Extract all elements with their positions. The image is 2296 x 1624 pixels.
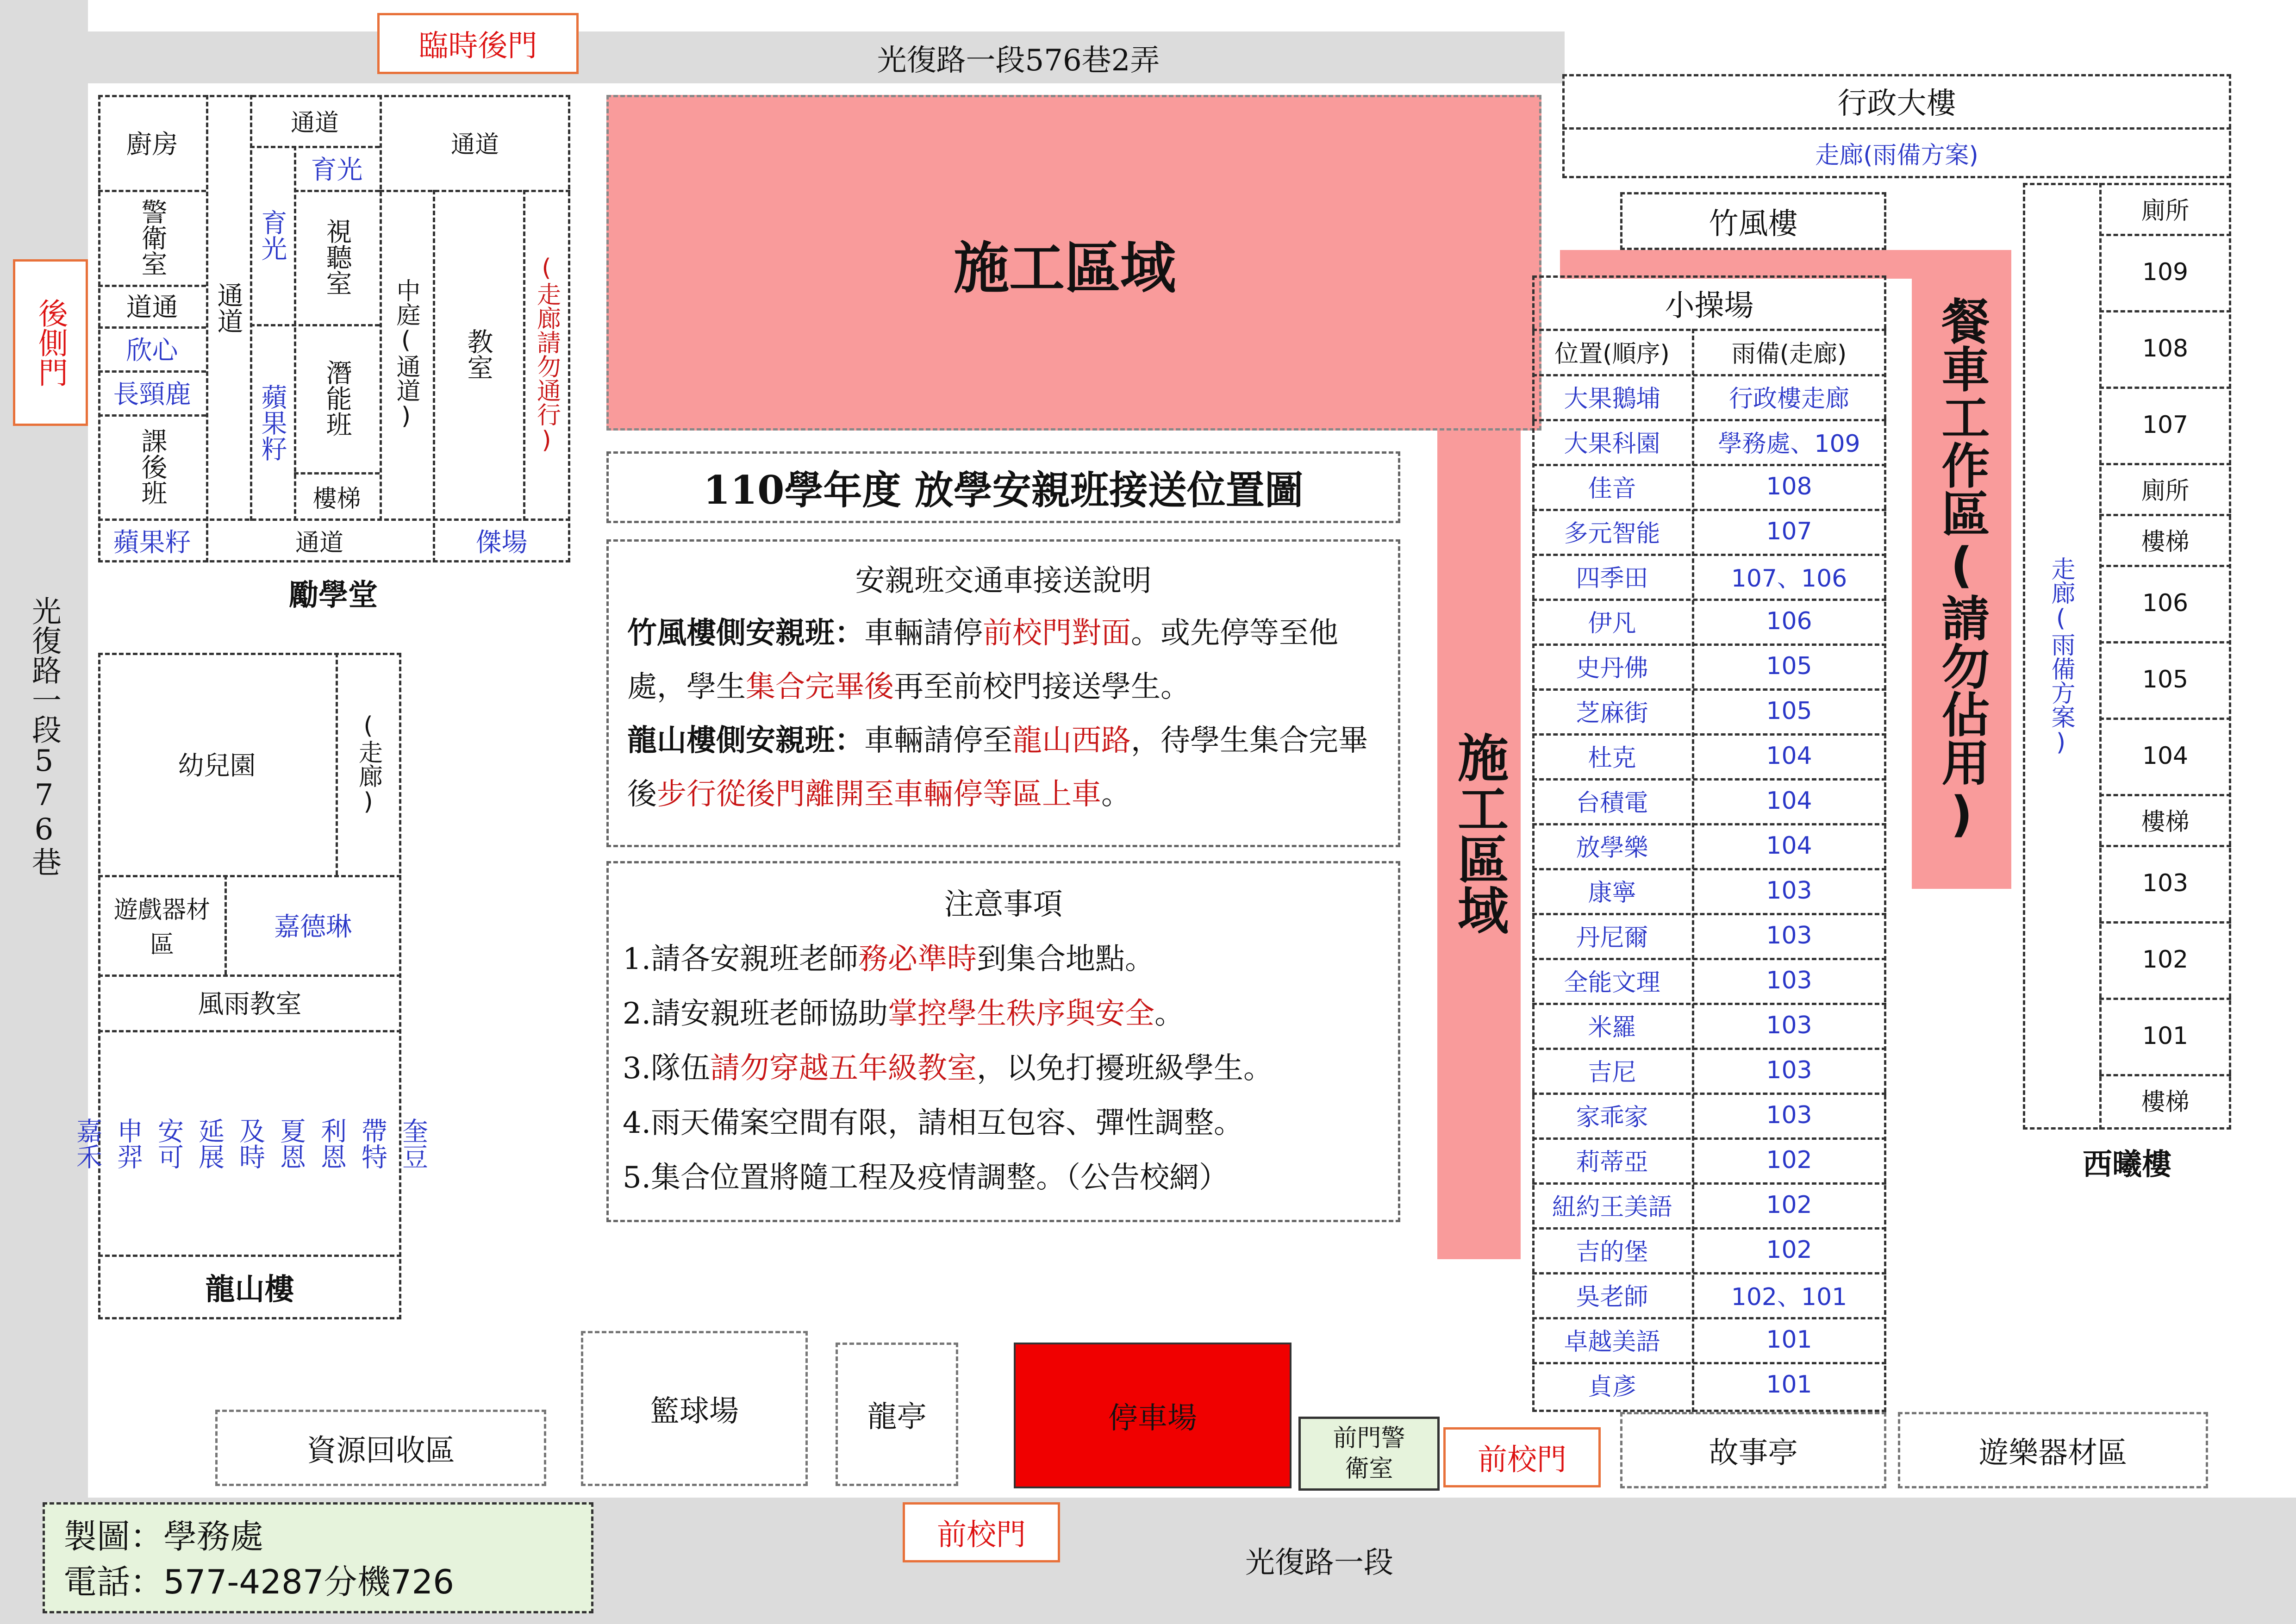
p1-d: 集合完畢後 <box>746 670 894 704</box>
playground-rain-cell: 107 <box>1766 517 1812 545</box>
group-shenyi: 申羿 <box>113 1118 143 1169</box>
recycle-area-label: 資源回收區 <box>306 1433 455 1468</box>
playground-position-cell: 放學樂 <box>1576 834 1648 862</box>
playground-rain-cell: 103 <box>1766 966 1812 994</box>
playground-col-position: 位置(順序) <box>1554 340 1670 368</box>
rule-5: 5.集合位置將隨工程及疫情調整。（公告校網） <box>623 1161 1229 1195</box>
r3-a: 3.隊伍 <box>623 1051 711 1086</box>
p1-b: 前校門對面 <box>983 616 1131 650</box>
group-jishi: 及時 <box>235 1118 265 1169</box>
r2-a: 2.請安親班老師協助 <box>623 997 888 1031</box>
xiyang-room: 廁所 <box>2141 197 2190 225</box>
playground-rain-cell: 104 <box>1766 742 1812 770</box>
playground-position-cell: 台積電 <box>1576 789 1648 817</box>
rule-2 <box>623 987 1384 1041</box>
av-room: 視聽室 <box>322 218 352 296</box>
transport-paragraph-2 <box>627 714 1379 821</box>
playground-rain-cell: 102、101 <box>1731 1283 1847 1311</box>
group-anke: 安可 <box>154 1118 184 1169</box>
playground-position-cell: 吳老師 <box>1576 1283 1648 1311</box>
p2-c: ，待學生集合完畢後 <box>627 724 1368 812</box>
xiyang-room: 樓梯 <box>2141 1088 2190 1116</box>
admin-building-label: 行政大樓 <box>1837 86 1956 121</box>
xiyang-room: 樓梯 <box>2141 528 2190 556</box>
xiyang-room: 107 <box>2142 411 2189 439</box>
zhufeng-label: 竹風樓 <box>1709 206 1798 241</box>
apple-seed-vertical: 蘋果籽 <box>257 383 287 462</box>
p2-d: 步行從後門離開至車輛停等區上車 <box>657 777 1101 812</box>
classroom: 教室 <box>463 328 493 380</box>
xiyang-room: 106 <box>2142 589 2189 617</box>
playground-rain-cell: 104 <box>1766 787 1812 815</box>
road-left-label: 光復路一段576巷 <box>27 596 61 876</box>
passage-1: 道通 <box>126 293 178 323</box>
rule-4: 4.雨天備案空間有限，請相互包容、彈性調整。 <box>623 1106 1244 1140</box>
xiyang-corridor: 走廊(雨備方案) <box>2047 556 2075 756</box>
after-school-class: 課後班 <box>137 427 168 506</box>
passage-bottom: 通道 <box>295 529 343 557</box>
kitchen: 廚房 <box>126 129 178 160</box>
playground-position-cell: 康寧 <box>1588 879 1636 907</box>
playground-position-cell: 大果科園 <box>1564 430 1660 458</box>
group-kuidou: 奎豆 <box>398 1118 428 1169</box>
temp-back-gate: 臨時後門 <box>377 13 579 74</box>
playground-position-cell: 佳音 <box>1588 475 1636 503</box>
playground-position-cell: 多元智能 <box>1564 520 1660 548</box>
passage-right: 通道 <box>450 131 499 159</box>
xiyang-room: 108 <box>2142 334 2189 362</box>
playground-rain-cell: 105 <box>1766 697 1812 725</box>
xiyang-room: 廁所 <box>2141 477 2190 505</box>
playground-rain-cell: 107、106 <box>1731 565 1847 593</box>
playground-rain-cell: 103 <box>1766 921 1812 949</box>
playground-position-cell: 芝麻街 <box>1576 700 1648 727</box>
side-back-gate <box>13 259 88 426</box>
front-gate-right: 前校門 <box>1443 1427 1601 1487</box>
road-bottom-label: 光復路一段 <box>1245 1546 1393 1580</box>
xiyang-room: 109 <box>2142 258 2189 286</box>
p1-label: 竹風樓側安親班： <box>627 616 864 650</box>
rule-1 <box>623 932 1384 987</box>
playground-rain-cell: 103 <box>1766 1056 1812 1084</box>
xiyang-room: 104 <box>2142 742 2189 770</box>
admin-corridor: 走廊(雨備方案) <box>1815 141 1978 169</box>
playground-position-cell: 紐約王美語 <box>1552 1193 1672 1221</box>
p2-e: 。 <box>1101 777 1131 812</box>
parking-lot-label: 停車場 <box>1108 1401 1197 1436</box>
playground-position-cell: 卓越美語 <box>1564 1328 1660 1356</box>
playground-rain-cell: 102 <box>1766 1236 1812 1264</box>
construction-main-label: 施工區域 <box>954 237 1176 301</box>
playground-equipment-label: 遊樂器材區 <box>1979 1436 2127 1470</box>
r1-a: 1.請各安親班老師 <box>623 942 859 976</box>
p1-a: 車輛請停 <box>864 616 983 650</box>
transport-paragraph-1 <box>627 606 1379 714</box>
r2-c: 。 <box>1154 997 1185 1031</box>
passage-vertical: 通道 <box>213 282 243 334</box>
kindergarten: 幼兒園 <box>178 751 256 781</box>
playground-position-cell: 丹尼爾 <box>1576 924 1648 952</box>
xinxin-room: 欣心 <box>126 335 178 366</box>
lixue-hall-label: 勵學堂 <box>289 578 378 612</box>
guard-room: 警衛室 <box>137 198 168 276</box>
playground-position-cell: 吉尼 <box>1588 1059 1636 1087</box>
jiechang-room: 傑場 <box>475 527 528 558</box>
r1-c: 到集合地點。 <box>977 942 1155 976</box>
rain-classroom: 風雨教室 <box>198 989 302 1019</box>
long-pavilion-label: 龍亭 <box>867 1400 927 1434</box>
rules-notice <box>606 861 1400 1222</box>
xiyang-room: 103 <box>2142 869 2189 897</box>
playground-position-cell: 大果鵝埔 <box>1564 385 1660 413</box>
front-gate-bottom: 前校門 <box>903 1502 1060 1562</box>
group-yanzhan: 延展 <box>194 1118 225 1169</box>
p2-label: 龍山樓側安親班： <box>627 723 864 758</box>
rules-heading: 注意事項 <box>944 887 1063 922</box>
group-daite: 帶特 <box>357 1118 387 1169</box>
r1-b: 務必準時 <box>858 942 977 976</box>
playground-rain-cell: 101 <box>1766 1370 1812 1399</box>
xiyang-room: 102 <box>2142 945 2189 974</box>
longshan-label: 龍山樓 <box>205 1273 294 1307</box>
playground-position-cell: 吉的堡 <box>1576 1238 1648 1266</box>
courtyard: 中庭(通道) <box>392 278 420 430</box>
transport-heading: 安親班交通車接送說明 <box>855 564 1152 598</box>
xiyang-room: 105 <box>2142 665 2189 693</box>
playground-position-cell: 全能文理 <box>1564 969 1660 997</box>
credit-box <box>43 1502 593 1613</box>
playground-position-cell: 家乖家 <box>1576 1104 1648 1131</box>
construction-vertical-label: 施工區域 <box>1449 731 1509 935</box>
group-jiahe: 嘉禾 <box>72 1118 102 1169</box>
playground-rain-cell: 106 <box>1766 607 1812 635</box>
xiyang-room: 101 <box>2142 1022 2189 1050</box>
playground-position-cell: 貞彥 <box>1588 1373 1636 1401</box>
longshan-corridor: (走廊) <box>354 712 382 816</box>
playground-position-cell: 史丹佛 <box>1576 655 1648 682</box>
passage-top: 通道 <box>290 109 339 137</box>
r3-b: 請勿穿越五年級教室 <box>710 1051 977 1086</box>
front-guard-room-label: 前門警衛室 <box>1333 1424 1405 1483</box>
lixue-stairs: 樓梯 <box>312 485 361 513</box>
p1-c: 。或先停等至他處，學生 <box>627 616 1338 704</box>
playground-position-cell: 四季田 <box>1576 565 1648 593</box>
jiadelin-room: 嘉德琳 <box>274 912 352 942</box>
side-back-gate-label: 後側門 <box>33 298 68 387</box>
apple-seed-room: 蘋果籽 <box>113 527 191 558</box>
changjinglu-room: 長頸鹿 <box>113 379 191 410</box>
playground-rain-cell: 108 <box>1766 472 1812 500</box>
playground-position-cell: 莉蒂亞 <box>1576 1149 1648 1176</box>
playground-rain-cell: 103 <box>1766 1101 1812 1129</box>
dining-work-area-label: 餐車工作區(請勿佔用) <box>1933 296 1990 843</box>
corridor-note: (走廊請勿通行) <box>532 254 561 454</box>
potential-class: 潛能班 <box>322 359 352 437</box>
group-lien: 利恩 <box>317 1118 347 1169</box>
playground-rain-cell: 102 <box>1766 1146 1812 1174</box>
credit-maker: 製圖：學務處 <box>63 1517 264 1556</box>
r2-b: 掌控學生秩序與安全 <box>888 997 1155 1031</box>
p2-a: 車輛請停至 <box>864 724 1012 758</box>
playground-title: 小操場 <box>1665 289 1754 323</box>
playground-rain-cell: 行政樓走廊 <box>1728 385 1849 413</box>
playground-rain-cell: 學務處、109 <box>1718 430 1860 458</box>
playground-rain-cell: 103 <box>1766 1011 1812 1039</box>
yuguang-vertical: 育光 <box>257 209 287 261</box>
map-title: 110學年度 放學安親班接送位置圖 <box>703 467 1304 513</box>
transport-notice <box>606 539 1400 847</box>
group-xiaen: 夏恩 <box>276 1118 306 1169</box>
playground-col-rain: 雨備(走廊) <box>1731 340 1847 368</box>
r3-c: ，以免打擾班級學生。 <box>977 1051 1273 1086</box>
playground-position-cell: 伊凡 <box>1588 610 1636 637</box>
xiyang-room: 樓梯 <box>2141 808 2190 836</box>
longshan-groups <box>72 1037 428 1250</box>
playground-position-cell: 米羅 <box>1588 1014 1636 1042</box>
playground-rain-cell: 105 <box>1766 652 1812 680</box>
credit-phone: 電話：577-4287分機726 <box>63 1562 455 1601</box>
xiyang-label: 西曦樓 <box>2083 1148 2171 1182</box>
playground-rain-cell: 103 <box>1766 876 1812 905</box>
playground-position-cell: 杜克 <box>1588 744 1636 772</box>
road-top <box>88 31 1565 83</box>
play-equipment-area: 遊戲器材區 <box>113 896 210 959</box>
story-pavilion-label: 故事亭 <box>1709 1436 1798 1470</box>
playground-rain-cell: 102 <box>1766 1191 1812 1219</box>
basketball-court-label: 籃球場 <box>650 1394 739 1429</box>
p2-b: 龍山西路 <box>1012 724 1131 758</box>
playground-rain-cell: 101 <box>1766 1325 1812 1354</box>
yuguang-room: 育光 <box>311 155 363 185</box>
rule-3 <box>623 1041 1384 1096</box>
road-top-label: 光復路一段576巷2弄 <box>877 44 1160 78</box>
playground-rain-cell: 104 <box>1766 831 1812 860</box>
p1-e: 再至前校門接送學生。 <box>894 670 1190 704</box>
